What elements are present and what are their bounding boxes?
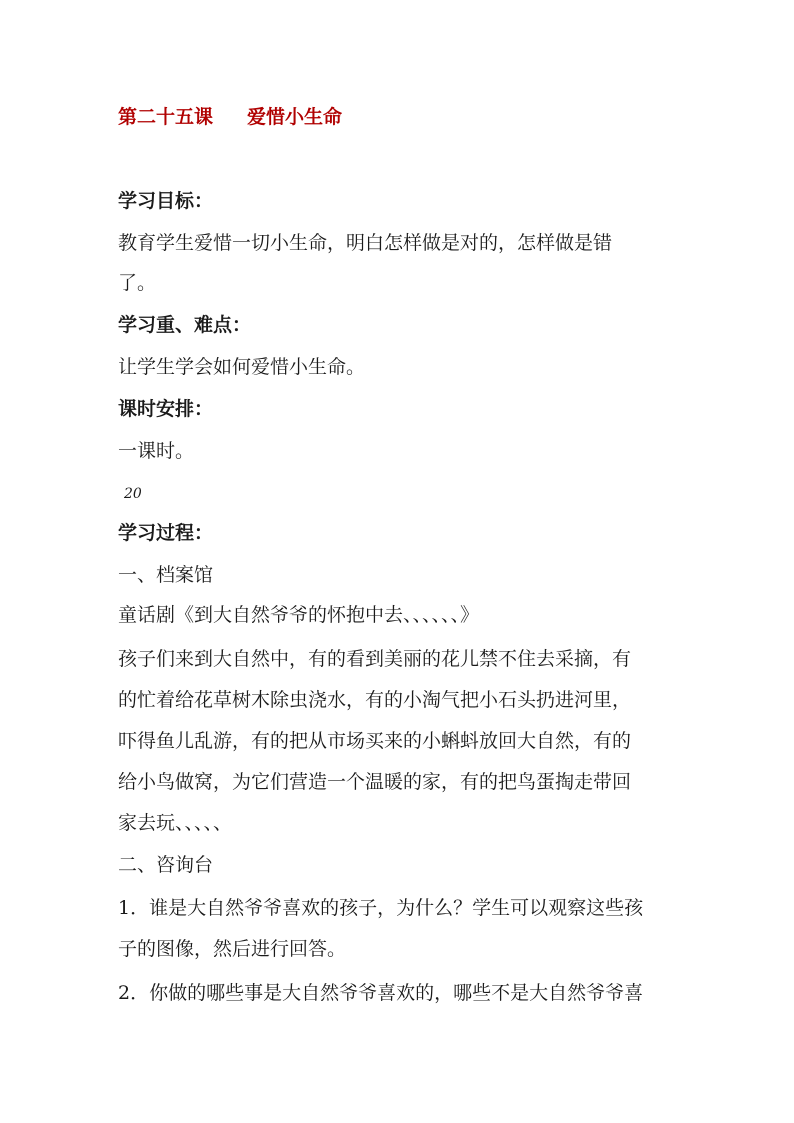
play-title: 童话剧《到大自然爷爷的怀抱中去、、、、、、》 — [118, 604, 480, 626]
story-line-3: 吓得鱼儿乱游，有的把从市场买来的小蝌蚪放回大自然，有的 — [118, 730, 632, 752]
story-line-5: 家去玩、、、、、 — [118, 812, 233, 834]
question-2-line-1: 2．你做的哪些事是大自然爷爷喜欢的，哪些不是大自然爷爷喜 — [118, 982, 644, 1004]
heading-learning-goal: 学习目标： — [118, 190, 214, 212]
section-1-title: 一、档案馆 — [118, 564, 214, 586]
lesson-title — [118, 104, 342, 130]
heading-key-points: 学习重、难点： — [118, 314, 252, 336]
question-1-line-1: 1．谁是大自然爷爷喜欢的孩子，为什么？学生可以观察这些孩 — [118, 897, 644, 919]
question-1-line-2: 子的图像，然后进行回答。 — [118, 938, 347, 960]
key-points-text: 让学生学会如何爱惜小生命。 — [118, 356, 366, 378]
lesson-number: 第二十五课 — [118, 106, 214, 128]
story-line-4: 给小鸟做窝，为它们营造一个温暖的家，有的把鸟蛋掏走带回 — [118, 771, 632, 793]
schedule-text: 一课时。 — [118, 440, 195, 462]
page-number: 20 — [124, 486, 142, 502]
story-line-1: 孩子们来到大自然中，有的看到美丽的花儿禁不住去采摘，有 — [118, 648, 632, 670]
heading-schedule: 课时安排： — [118, 398, 214, 420]
section-2-title: 二、咨询台 — [118, 854, 214, 876]
goal-text-line-2: 了。 — [118, 272, 157, 294]
story-line-2: 的忙着给花草树木除虫浇水，有的小淘气把小石头扔进河里， — [118, 689, 632, 711]
heading-learning-process: 学习过程： — [118, 522, 214, 544]
lesson-topic: 爱惜小生命 — [247, 106, 343, 128]
goal-text-line-1: 教育学生爱惜一切小生命，明白怎样做是对的，怎样做是错 — [118, 232, 613, 254]
